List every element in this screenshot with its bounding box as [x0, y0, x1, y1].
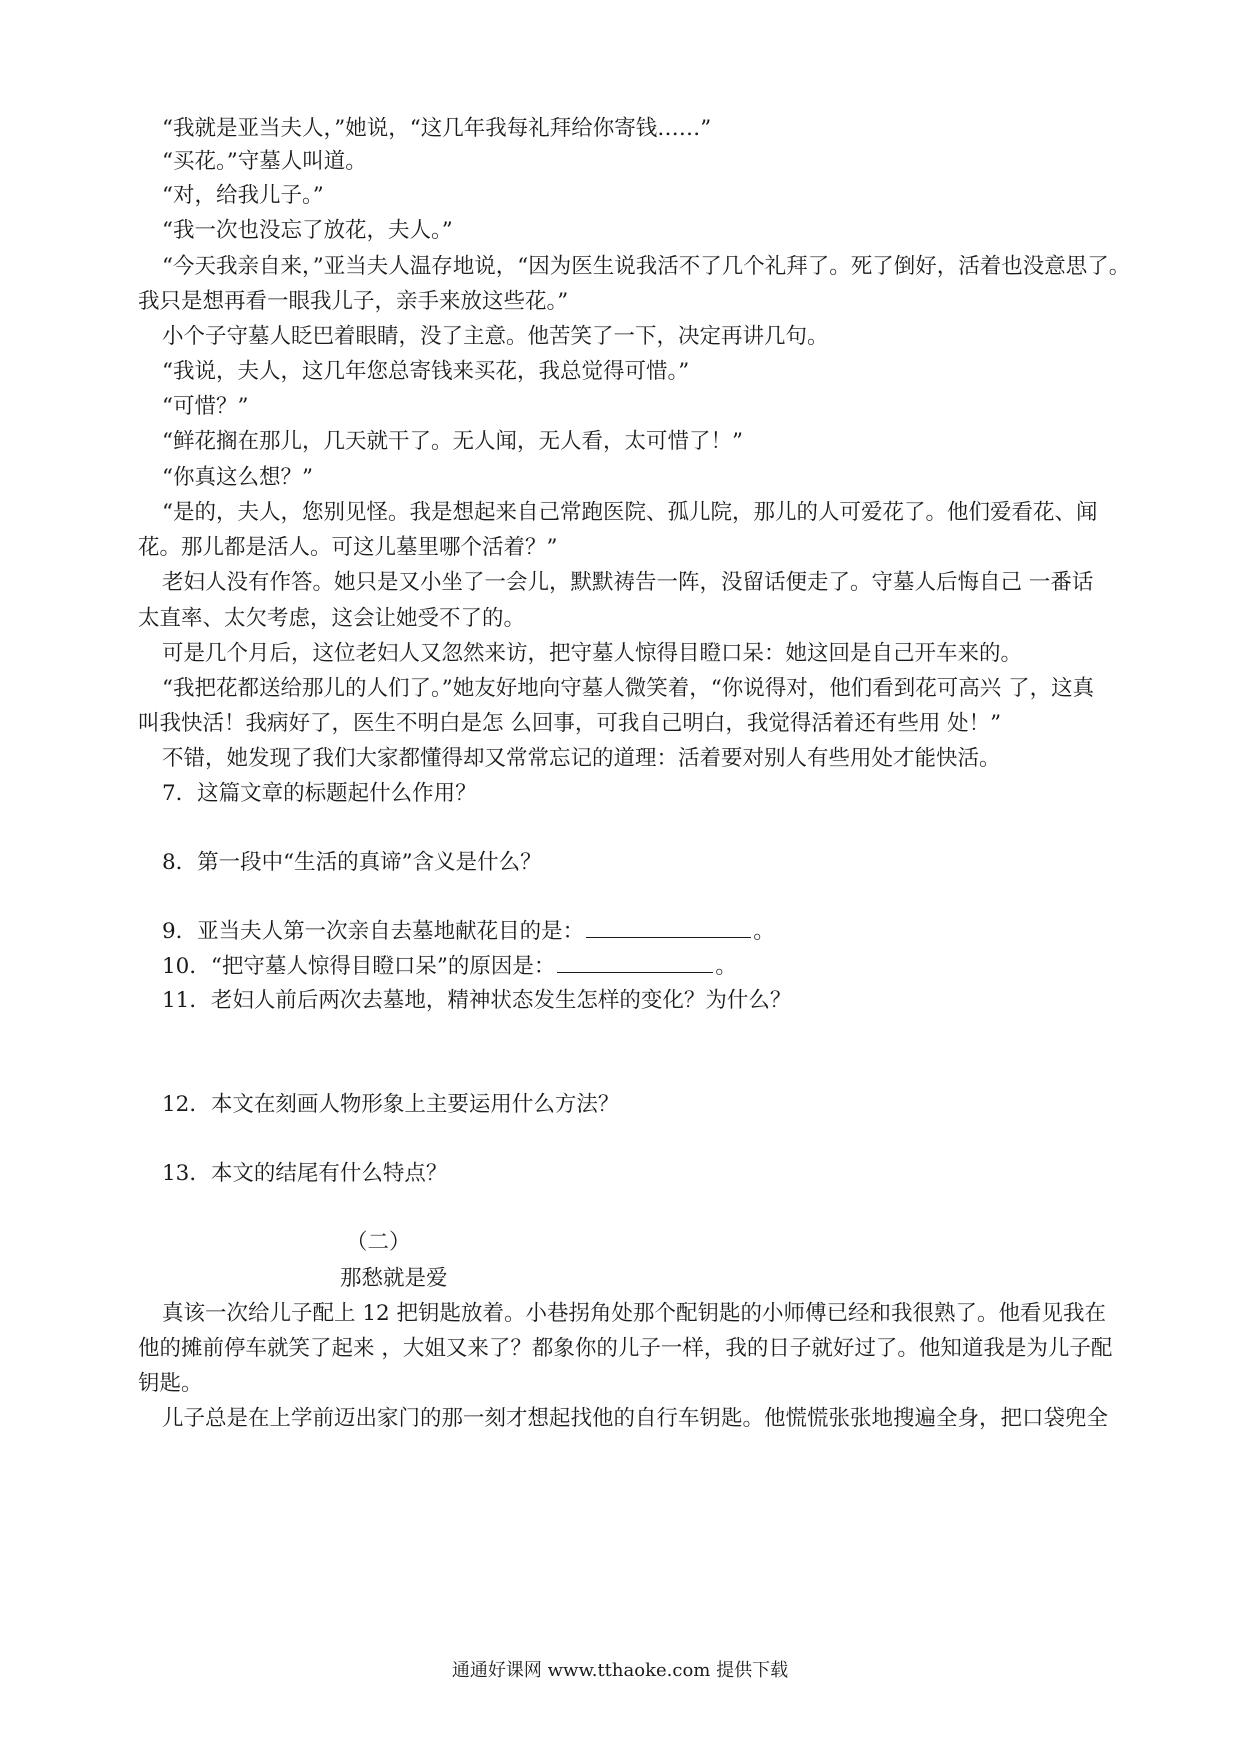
paragraph-line: “今天我亲自来，”亚当夫人温存地说，“因为医生说我活不了几个礼拜了。死了倒好，活着也没意思了。	[162, 254, 1131, 279]
paragraph-line: 不错，她发现了我们大家都懂得却又常常忘记的道理：活着要对别人有些用处才能快活。	[162, 746, 1001, 771]
question-10-text: 10．“把守墓人惊得目瞪口呆”的原因是：	[162, 954, 556, 979]
section-number: （二）	[346, 1230, 411, 1255]
question-9-text: 9．亚当夫人第一次亲自去墓地献花目的是：	[162, 919, 585, 944]
paragraph-line: “可惜？”	[162, 394, 249, 419]
paragraph-line: “你真这么想？”	[162, 465, 313, 490]
question-10	[162, 952, 737, 982]
answer-blank-9[interactable]	[586, 917, 751, 938]
paragraph-line: 小个子守墓人眨巴着眼睛，没了主意。他苦笑了一下，决定再讲几句。	[162, 324, 829, 349]
paragraph-line: 钥匙。	[138, 1371, 203, 1396]
paragraph-line: 花。那儿都是活人。可这儿墓里哪个活着？”	[138, 535, 558, 560]
paragraph-line: “鲜花搁在那儿，几天就干了。无人闻，无人看，太可惜了！”	[162, 429, 743, 454]
paragraph-line: 叫我快活！我病好了，医生不明白是怎 么回事，可我自己明白，我觉得活着还有些用 处！”	[138, 711, 1002, 736]
answer-blank-10[interactable]	[557, 952, 713, 973]
paragraph-line: “对，给我儿子。”	[162, 183, 324, 208]
paragraph-line: 儿子总是在上学前迈出家门的那一刻才想起找他的自行车钥匙。他慌慌张张地搜遍全身，把口袋兜全	[162, 1406, 1109, 1431]
paragraph-line: 他的摊前停车就笑了起来 ，大姐又来了？都象你的儿子一样，我的日子就好过了。他知道我是为儿子配	[138, 1336, 1113, 1361]
question-8: 8．第一段中“生活的真谛”含义是什么？	[162, 850, 542, 875]
paragraph-line: “我说，夫人，这几年您总寄钱来买花，我总觉得可惜。”	[162, 359, 690, 384]
question-12: 12．本文在刻画人物形象上主要运用什么方法？	[162, 1092, 620, 1117]
paragraph-line: “我一次也没忘了放花，夫人。”	[162, 218, 453, 243]
paragraph-line: “买花。”守墓人叫道。	[162, 149, 367, 174]
footer-text: 通通好课网 www.tthaoke.com 提供下载	[451, 1660, 789, 1681]
paragraph-line: 我只是想再看一眼我儿子，亲手来放这些花。”	[138, 289, 569, 314]
question-13: 13．本文的结尾有什么特点？	[162, 1161, 448, 1186]
question-11: 11．老妇人前后两次去墓地，精神状态发生怎样的变化？为什么？	[162, 988, 792, 1013]
question-10-end: 。	[715, 954, 737, 979]
question-9	[162, 917, 775, 947]
paragraph-line: 真该一次给儿子配上 12 把钥匙放着。小巷拐角处那个配钥匙的小师傅已经和我很熟了。他看见我在	[162, 1301, 1107, 1326]
section-title: 那愁就是爱	[340, 1266, 448, 1291]
paragraph-line: 老妇人没有作答。她只是又小坐了一会儿，默默祷告一阵，没留话便走了。守墓人后悔自己 一番话	[162, 570, 1094, 595]
question-7: 7．这篇文章的标题起什么作用？	[162, 781, 477, 806]
paragraph-line: “我就是亚当夫人，”她说，“这几年我每礼拜给你寄钱……”	[162, 116, 712, 141]
paragraph-line: 可是几个月后，这位老妇人又忽然来访，把守墓人惊得目瞪口呆：她这回是自己开车来的。	[162, 641, 1023, 666]
paragraph-line: “是的，夫人，您别见怪。我是想起来自己常跑医院、孤儿院，那儿的人可爱花了。他们爱看花、闻	[162, 500, 1098, 525]
paragraph-line: “我把花都送给那儿的人们了。”她友好地向守墓人微笑着，“你说得对，他们看到花可高兴 了，这真	[162, 676, 1095, 701]
paragraph-line: 太直率、太欠考虑，这会让她受不了的。	[138, 606, 526, 631]
question-9-end: 。	[753, 919, 775, 944]
